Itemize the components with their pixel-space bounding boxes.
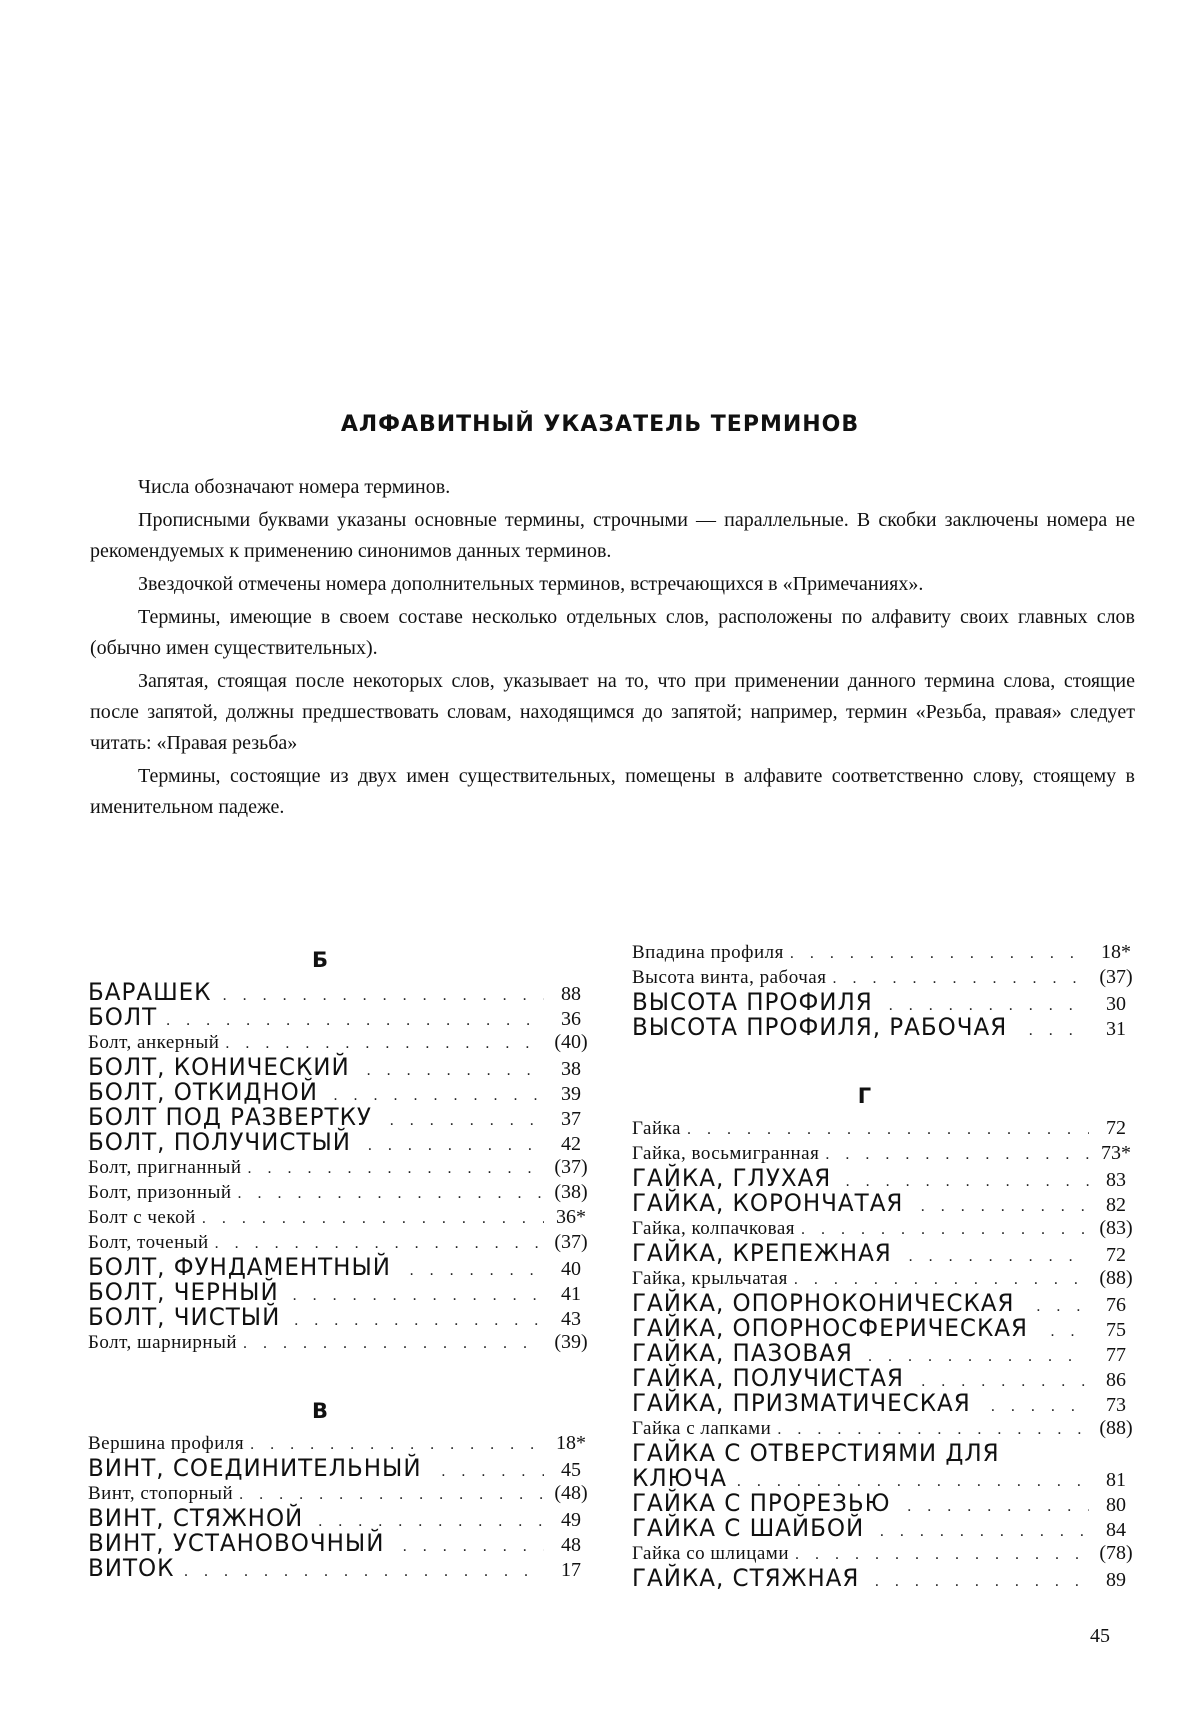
index-number: (78) xyxy=(1099,1542,1133,1564)
index-term: БОЛТ, ЧИСТЫЙ xyxy=(88,1303,281,1331)
intro-paragraph: Термины, состоящие из двух имен существительных, помещены в алфавите соответственно слову, стоящему в именительном падеже. xyxy=(90,765,1135,818)
index-entry xyxy=(88,1280,592,1305)
dot-leader xyxy=(390,1108,544,1133)
dot-leader xyxy=(909,1244,1089,1269)
index-term: ГАЙКА, ПРИЗМАТИЧЕСКАЯ xyxy=(632,1389,971,1417)
intro-text xyxy=(90,472,1135,825)
index-term: ВЫСОТА ПРОФИЛЯ xyxy=(632,988,873,1016)
index-entry xyxy=(88,1180,592,1205)
index-term: БОЛТ, ОТКИДНОЙ xyxy=(88,1078,318,1106)
index-entry xyxy=(632,1516,1137,1541)
index-term: БОЛТ ПОД РАЗВЕРТКУ xyxy=(88,1103,372,1131)
index-number: (39) xyxy=(554,1331,588,1353)
index-entry xyxy=(632,1015,1137,1040)
index-number: (37) xyxy=(554,1156,588,1178)
index-term: Гайка, восьмигранная xyxy=(632,1143,820,1164)
index-term: ГАЙКА, КРЕПЕЖНАЯ xyxy=(632,1239,892,1267)
index-number: 88 xyxy=(561,983,581,1005)
index-term: Болт, анкерный xyxy=(88,1032,220,1053)
index-entry xyxy=(88,1255,592,1280)
dot-leader xyxy=(367,1058,544,1083)
index-number: 30 xyxy=(1106,993,1126,1015)
dot-leader xyxy=(403,1534,544,1559)
index-term: БОЛТ, ФУНДАМЕНТНЫЙ xyxy=(88,1253,391,1281)
index-term: ГАЙКА, ПОЛУЧИСТАЯ xyxy=(632,1364,904,1392)
index-entry xyxy=(632,1166,1137,1191)
index-term: Болт с чекой xyxy=(88,1207,196,1228)
index-term: ГАЙКА С ПРОРЕЗЬЮ xyxy=(632,1489,891,1517)
index-entry xyxy=(632,1391,1137,1416)
index-term: ВИНТ, УСТАНОВОЧНЫЙ xyxy=(88,1529,385,1557)
index-term: Гайка xyxy=(632,1118,681,1139)
index-term: Гайка с лапками xyxy=(632,1418,772,1439)
index-entry xyxy=(632,1466,1137,1491)
dot-leader xyxy=(790,941,1089,966)
index-number: 39 xyxy=(561,1083,581,1105)
index-entry xyxy=(632,1441,1137,1466)
index-entry xyxy=(632,1216,1137,1241)
index-number: 72 xyxy=(1106,1244,1126,1266)
dot-leader xyxy=(441,1459,544,1484)
index-term: Высота винта, рабочая xyxy=(632,967,827,988)
index-entry xyxy=(88,1330,592,1355)
index-number: 36 xyxy=(561,1008,581,1030)
index-number: 77 xyxy=(1106,1344,1126,1366)
index-entry xyxy=(632,1291,1137,1316)
index-term: ГАЙКА, ОПОРНОСФЕРИЧЕСКАЯ xyxy=(632,1314,1028,1342)
index-number: 72 xyxy=(1106,1117,1126,1139)
index-number: 48 xyxy=(561,1534,581,1556)
index-entry xyxy=(88,1055,592,1080)
index-number: (88) xyxy=(1099,1267,1133,1289)
index-number: 37 xyxy=(561,1108,581,1130)
index-entry xyxy=(632,1266,1137,1291)
index-number: 75 xyxy=(1106,1319,1126,1341)
index-term: БОЛТ xyxy=(88,1003,158,1031)
index-entry xyxy=(632,1316,1137,1341)
index-term: БОЛТ, ПОЛУЧИСТЫЙ xyxy=(88,1128,351,1156)
index-entry xyxy=(632,1491,1137,1516)
index-entry xyxy=(632,1566,1137,1591)
index-number: 89 xyxy=(1106,1569,1126,1591)
index-term: ГАЙКА, КОРОНЧАТАЯ xyxy=(632,1189,904,1217)
index-entry xyxy=(88,1481,592,1506)
index-term: БАРАШЕК xyxy=(88,978,212,1006)
dot-leader xyxy=(294,1308,544,1333)
index-term: БОЛТ, ЧЕРНЫЙ xyxy=(88,1278,279,1306)
dot-leader xyxy=(825,1142,1089,1167)
index-number: 86 xyxy=(1106,1369,1126,1391)
index-term: Гайка, крыльчатая xyxy=(632,1268,788,1289)
section-letter-b: Б xyxy=(311,948,328,972)
dot-leader xyxy=(368,1133,544,1158)
index-entry xyxy=(88,1205,592,1230)
index-number: 82 xyxy=(1106,1194,1126,1216)
index-number: 36* xyxy=(556,1206,586,1228)
index-number: 40 xyxy=(561,1258,581,1280)
section-letter-g: Г xyxy=(857,1084,872,1108)
index-term: ГАЙКА, ПАЗОВАЯ xyxy=(632,1339,853,1367)
intro-paragraph: Числа обозначают номера терминов. xyxy=(138,476,451,498)
index-entry xyxy=(88,1506,592,1531)
index-entry xyxy=(88,1005,592,1030)
dot-leader xyxy=(293,1283,544,1308)
index-entry xyxy=(632,1541,1137,1566)
index-number: 18* xyxy=(1101,941,1131,963)
index-entry xyxy=(632,1116,1137,1141)
index-number: 38 xyxy=(561,1058,581,1080)
page-title: АЛФАВИТНЫЙ УКАЗАТЕЛЬ ТЕРМИНОВ xyxy=(340,412,860,437)
intro-paragraph: Термины, имеющие в своем составе несколько отдельных слов, расположены по алфавиту своих главных слов (обычно имен существительных). xyxy=(90,606,1135,659)
index-number: (37) xyxy=(554,1231,588,1253)
index-number: (38) xyxy=(554,1181,588,1203)
index-number: (88) xyxy=(1099,1417,1133,1439)
index-entry xyxy=(88,1305,592,1330)
index-number: 84 xyxy=(1106,1519,1126,1541)
index-number: (40) xyxy=(554,1031,588,1053)
index-entry xyxy=(88,1531,592,1556)
index-number: 45 xyxy=(561,1459,581,1481)
index-number: 49 xyxy=(561,1509,581,1531)
dot-leader xyxy=(166,1008,544,1033)
index-number: 31 xyxy=(1106,1018,1126,1040)
dot-leader xyxy=(921,1194,1089,1219)
index-list-v-continued xyxy=(632,940,1137,1040)
index-entry xyxy=(632,1341,1137,1366)
index-entry xyxy=(88,1456,592,1481)
index-number: 41 xyxy=(561,1283,581,1305)
index-term: Болт, точеный xyxy=(88,1232,209,1253)
index-number: 42 xyxy=(561,1133,581,1155)
index-list-b xyxy=(88,980,592,1355)
index-number: 80 xyxy=(1106,1494,1126,1516)
index-term: Болт, пригнанный xyxy=(88,1157,242,1178)
dot-leader xyxy=(410,1258,544,1283)
section-letter-v: В xyxy=(311,1399,328,1423)
dot-leader xyxy=(991,1394,1089,1419)
dot-leader xyxy=(202,1206,544,1231)
index-number: 81 xyxy=(1106,1469,1126,1491)
index-entry xyxy=(632,1366,1137,1391)
dot-leader xyxy=(687,1117,1089,1142)
dot-leader xyxy=(223,983,544,1008)
index-number: 18* xyxy=(556,1432,586,1454)
index-term: ГАЙКА С ОТВЕРСТИЯМИ ДЛЯ xyxy=(632,1439,1000,1467)
index-number: 43 xyxy=(561,1308,581,1330)
dot-leader xyxy=(907,1494,1089,1519)
index-term: Винт, стопорный xyxy=(88,1483,234,1504)
index-entry xyxy=(88,1556,592,1581)
index-entry xyxy=(88,1155,592,1180)
index-term: Вершина профиля xyxy=(88,1433,245,1454)
index-entry xyxy=(88,1431,592,1456)
index-entry xyxy=(88,1030,592,1055)
index-term: КЛЮЧА xyxy=(632,1464,727,1492)
index-number: 73 xyxy=(1106,1394,1126,1416)
index-entry xyxy=(88,1130,592,1155)
index-term: Болт, призонный xyxy=(88,1182,232,1203)
index-entry xyxy=(632,1241,1137,1266)
index-entry xyxy=(88,1105,592,1130)
dot-leader xyxy=(1036,1294,1089,1319)
index-entry xyxy=(88,980,592,1005)
index-term: БОЛТ, КОНИЧЕСКИЙ xyxy=(88,1053,350,1081)
index-term: ГАЙКА, ГЛУХАЯ xyxy=(632,1164,832,1192)
index-entry xyxy=(632,940,1137,965)
index-number: 76 xyxy=(1106,1294,1126,1316)
intro-paragraph: Запятая, стоящая после некоторых слов, указывает на то, что при применении данного термина слова, стоящие после запятой, должны предшествовать словам, находящимся до запятой; например, термин «Резьба, правая» следует читать: «Правая резьба» xyxy=(90,670,1135,754)
index-term: Гайка, колпачковая xyxy=(632,1218,796,1239)
index-number: (83) xyxy=(1099,1217,1133,1239)
index-column-right xyxy=(632,940,1137,1591)
dot-leader xyxy=(875,1569,1089,1594)
index-term: ВИНТ, СОЕДИНИТЕЛЬНЫЙ xyxy=(88,1454,422,1482)
index-entry xyxy=(632,1141,1137,1166)
index-term: ВИНТ, СТЯЖНОЙ xyxy=(88,1504,304,1532)
index-number: 73* xyxy=(1101,1142,1131,1164)
index-number: 17 xyxy=(561,1559,581,1581)
index-term: ВИТОК xyxy=(88,1554,175,1582)
page-number: 45 xyxy=(1090,1625,1110,1647)
dot-leader xyxy=(880,1519,1089,1544)
index-number: (48) xyxy=(554,1482,588,1504)
index-entry xyxy=(632,965,1137,990)
dot-leader xyxy=(1050,1319,1089,1344)
index-entry xyxy=(632,1416,1137,1441)
index-term: ГАЙКА, ОПОРНОКОНИЧЕСКАЯ xyxy=(632,1289,1015,1317)
index-term: Болт, шарнирный xyxy=(88,1332,238,1353)
index-entry xyxy=(632,1191,1137,1216)
dot-leader xyxy=(248,1156,544,1181)
index-number: (37) xyxy=(1099,966,1133,988)
dot-leader xyxy=(238,1181,544,1206)
intro-paragraph: Прописными буквами указаны основные термины, строчными — параллельные. В скобки заключены номера не рекомендуемых к применению синонимов данных терминов. xyxy=(90,509,1135,562)
index-term: ВЫСОТА ПРОФИЛЯ, РАБОЧАЯ xyxy=(632,1013,1008,1041)
index-term: ГАЙКА, СТЯЖНАЯ xyxy=(632,1564,860,1592)
index-list-v xyxy=(88,1431,592,1581)
index-term: Впадина профиля xyxy=(632,942,784,963)
index-term: ГАЙКА С ШАЙБОЙ xyxy=(632,1514,865,1542)
dot-leader xyxy=(184,1559,544,1584)
index-entry xyxy=(88,1230,592,1255)
dot-leader xyxy=(1029,1018,1089,1043)
intro-paragraph: Звездочкой отмечены номера дополнительных терминов, встречающихся в «Примечаниях». xyxy=(138,573,924,595)
index-entry xyxy=(632,990,1137,1015)
dot-leader xyxy=(243,1331,544,1356)
index-number: 83 xyxy=(1106,1169,1126,1191)
index-list-g xyxy=(632,1116,1137,1591)
index-term: Гайка со шлицами xyxy=(632,1543,789,1564)
index-column-left xyxy=(88,940,592,1581)
index-entry xyxy=(88,1080,592,1105)
